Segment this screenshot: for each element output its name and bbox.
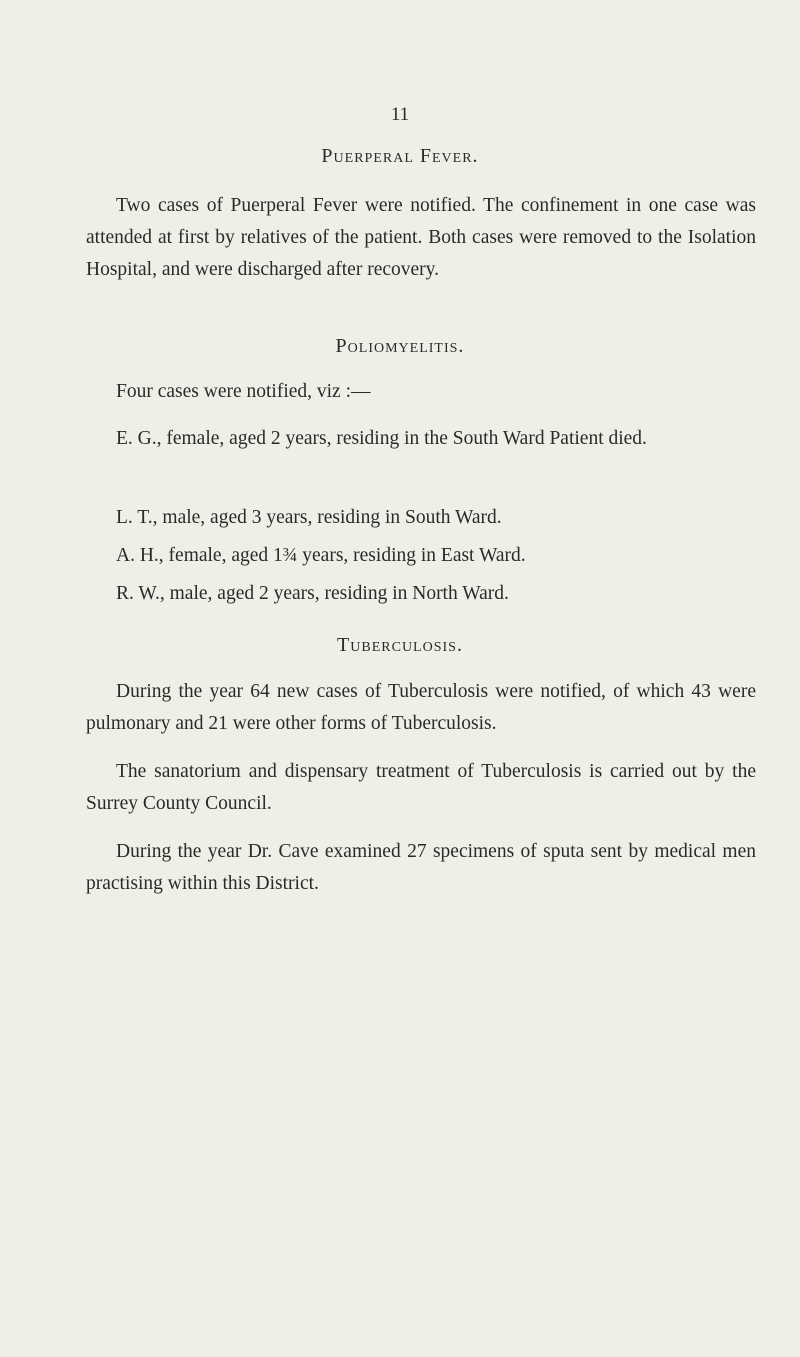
polio-case-3: A. H., female, aged 1¾ years, residing in East Ward. <box>116 545 526 566</box>
heading-poliomyelitis: Poliomyelitis. <box>335 335 465 357</box>
paragraph-tuberculosis-1: During the year 64 new cases of Tuberculosis were notified, of which 43 were pulmonary and 21 were other forms of Tuberculosis. <box>86 681 756 734</box>
paragraph-tuberculosis-3: During the year Dr. Cave examined 27 specimens of sputa sent by medical men practising within this District. <box>86 841 756 894</box>
page-number: 11 <box>390 104 410 125</box>
paragraph-polio-intro: Four cases were notified, viz :— <box>116 381 371 402</box>
polio-case-4: R. W., male, aged 2 years, residing in North Ward. <box>116 583 509 604</box>
paragraph-puerperal-fever: Two cases of Puerperal Fever were notified. The confinement in one case was attended at first by relatives of the patient. Both cases were removed to the Isolation Hospital, and were discharged after recovery. <box>86 195 756 280</box>
polio-case-2: L. T., male, aged 3 years, residing in South Ward. <box>116 507 502 528</box>
heading-puerperal-fever: Puerperal Fever. <box>321 145 479 167</box>
polio-case-1: E. G., female, aged 2 years, residing in the South Ward Patient died. <box>116 428 647 449</box>
heading-tuberculosis: Tuberculosis. <box>337 634 463 656</box>
paragraph-tuberculosis-2: The sanatorium and dispensary treatment of Tuberculosis is carried out by the Surrey County Council. <box>86 761 756 814</box>
